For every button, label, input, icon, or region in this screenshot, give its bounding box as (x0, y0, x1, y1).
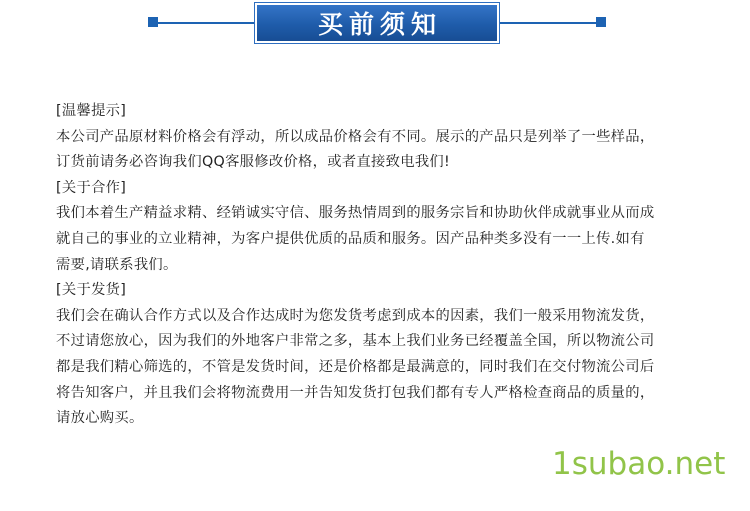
banner-right-square (596, 17, 606, 27)
banner-title-box (257, 5, 497, 41)
paragraph-line: 需要,请联系我们。 (56, 256, 178, 273)
paragraph-line: 订货前请务必咨询我们QQ客服修改价格，或者直接致电我们! (56, 154, 451, 171)
paragraph-line: 都是我们精心筛选的，不管是发货时间，还是价格都是最满意的，同时我们在交付物流公司后 (56, 358, 655, 375)
notice-content (56, 99, 706, 432)
paragraph-line: 将告知客户，并且我们会将物流费用一并告知发货打包我们都有专人严格检查商品的质量的， (56, 384, 655, 401)
paragraph-line: 本公司产品原材料价格会有浮动，所以成品价格会有不同。展示的产品只是列举了一些样品， (56, 128, 655, 145)
banner-right-rule (500, 22, 598, 24)
paragraph-line: 我们本着生产精益求精、经销诚实守信、服务热情周到的服务宗旨和协助伙伴成就事业从而成 (56, 205, 655, 222)
section-heading: [温馨提示] (56, 103, 127, 119)
paragraph-line: 就自己的事业的立业精神，为客户提供优质的品质和服务。因产品种类多没有一一上传.如有 (56, 230, 645, 247)
paragraph-line: 请放心购买。 (56, 410, 144, 427)
paragraph-line: 不过请您放心，因为我们的外地客户非常之多，基本上我们业务已经覆盖全国，所以物流公司 (56, 333, 655, 350)
section-tips (56, 99, 706, 176)
page-title: 买前须知 (317, 10, 442, 39)
section-heading: [关于合作] (56, 179, 127, 196)
section-heading: [关于发货] (56, 282, 127, 299)
section-shipping (56, 278, 706, 432)
section-cooperation (56, 176, 706, 278)
banner-title-frame (254, 2, 500, 44)
banner-left-rule (152, 22, 254, 24)
notice-banner (0, 0, 750, 50)
site-watermark: 1subao.net (552, 446, 726, 482)
banner-left-square (148, 17, 158, 27)
paragraph-line: 我们会在确认合作方式以及合作达成时为您发货考虑到成本的因素，我们一般采用物流发货， (56, 307, 655, 324)
